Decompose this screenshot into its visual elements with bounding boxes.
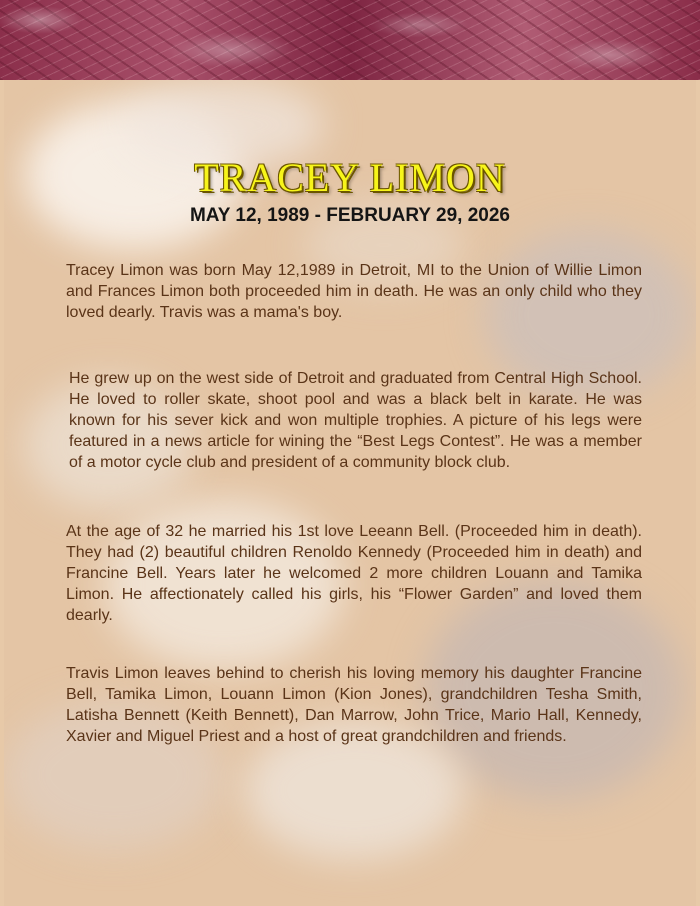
paragraph-birth: Tracey Limon was born May 12,1989 in Detroit, MI to the Union of Willie Limon and Frances Limon both proceeded him in death. He was an only child who they loved dearly. Travis was a mama's boy. <box>66 262 642 321</box>
deceased-name: TRACEY LIMON <box>194 155 506 200</box>
paragraph-marriage: At the age of 32 he married his 1st love Leeann Bell. (Proceeded him in death). They had (2) beautiful children Renoldo Kennedy (Proceeded him in death) and Francine Bell. Years later he welcomed 2 more children Louann and Tamika Limon. He affectionately called his girls, his “Flower Garden” and loved them dearly. <box>66 523 642 624</box>
paragraph-survivors: Travis Limon leaves behind to cherish his loving memory his daughter Francine Bell, Tamika Limon, Louann Limon (Kion Jones), grandchildren Tesha Smith, Latisha Bennett (Keith Bennett), Dan Marrow, John Trice, Mario Hall, Kennedy, Xavier and Miguel Priest and a host of great grandchildren and friends. <box>66 665 642 745</box>
life-dates: MAY 12, 1989 - FEBRUARY 29, 2026 <box>189 205 510 226</box>
paragraph-early-life: He grew up on the west side of Detroit and graduated from Central High School. He loved to roller skate, shoot pool and was a black belt in karate. He was known for his sever kick and won multiple trophies. A picture of his legs were featured in a news article for wining the “Best Legs Contest”. He was a member of a motor cycle club and president of a community block club. <box>69 370 642 471</box>
